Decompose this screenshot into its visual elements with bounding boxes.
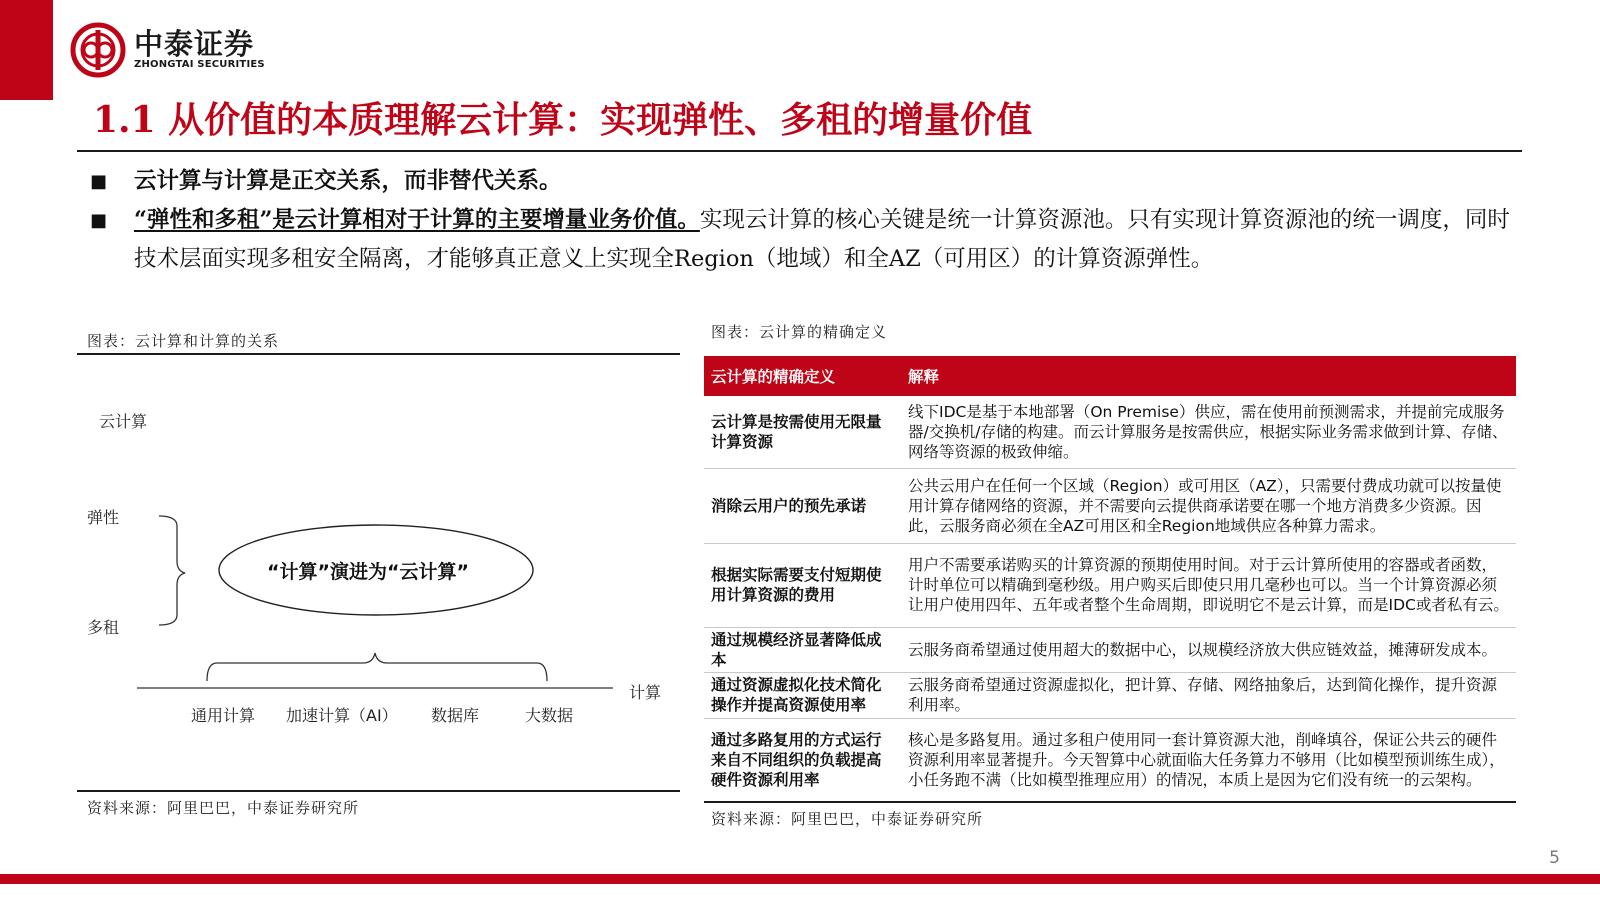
table-header-row	[704, 356, 1516, 396]
footer-red-bar	[0, 874, 1600, 884]
bullet-item-2	[90, 201, 1510, 279]
multitenant-label: 多租	[87, 618, 120, 637]
zhongtai-logo-icon	[70, 22, 126, 78]
title-divider	[77, 150, 1522, 152]
row-explanation: 用户不需要承诺购买的计算资源的预期使用时间。对于云计算所使用的容器或者函数，计时单位可以精确到毫秒级。用户购买后即使只用几毫秒也可以。当一个计算资源必须让用户使用四年、五年或者整个生命周期，即说明它不是云计算，而是IDC或者私有云。	[901, 543, 1516, 627]
square-bullet-icon: ■	[90, 210, 108, 231]
logo-name-cn: 中泰证券	[134, 27, 255, 61]
row-explanation: 公共云用户在任何一个区域（Region）或可用区（AZ），只需要付费成功就可以按量使用计算存储网络的资源，并不需要向云提供商承诺要在哪一个地方消费多少资源。因此，云服务商必须在全AZ可用区和全Region地域供应各种算力需求。	[901, 468, 1516, 543]
left-figure-top-rule	[77, 353, 680, 355]
bullet-1-text: 云计算与计算是正交关系，而非替代关系。	[134, 168, 562, 194]
bullet-2-emphasis: “弹性和多租”是云计算相对于计算的主要增量业务价值。	[134, 207, 700, 233]
x-item-database: 数据库	[431, 706, 480, 725]
brand-red-block	[0, 0, 53, 100]
ellipse-text: “计算”演进为“云计算”	[267, 561, 469, 583]
row-definition: 通过规模经济显著降低成本	[704, 627, 901, 672]
left-figure-source: 资料来源：阿里巴巴，中泰证券研究所	[87, 799, 360, 817]
x-item-accelerated-compute: 加速计算（AI）	[286, 706, 398, 725]
right-figure-source: 资料来源：阿里巴巴，中泰证券研究所	[711, 810, 984, 828]
right-figure-caption: 图表：云计算的精确定义	[711, 323, 888, 341]
x-item-general-compute: 通用计算	[191, 706, 256, 725]
table-row	[704, 718, 1516, 802]
logo-name-en: ZHONGTAI SECURITIES	[134, 59, 265, 70]
row-definition: 消除云用户的预先承诺	[704, 468, 901, 543]
row-explanation: 云服务商希望通过资源虚拟化，把计算、存储、网络抽象后，达到简化操作，提升资源利用率。	[901, 672, 1516, 718]
page-number: 5	[1549, 848, 1560, 868]
company-logo	[70, 22, 265, 78]
table-header-explanation: 解释	[901, 356, 1516, 396]
square-bullet-icon: ■	[90, 171, 108, 192]
y-axis-label: 云计算	[99, 412, 148, 431]
row-definition: 云计算是按需使用无限量计算资源	[704, 396, 901, 468]
table-row	[704, 543, 1516, 627]
row-explanation: 线下IDC是基于本地部署（On Premise）供应，需在使用前预测需求，并提前完成服务器/交换机/存储的构建。而云计算服务是按需供应，根据实际业务需求做到计算、存储、网络等资源的极致伸缩。	[901, 396, 1516, 468]
table-row	[704, 627, 1516, 672]
row-definition: 通过多路复用的方式运行来自不同组织的负载提高硬件资源利用率	[704, 718, 901, 802]
table-row	[704, 468, 1516, 543]
slide-title: 1.1 从价值的本质理解云计算：实现弹性、多租的增量价值	[93, 99, 1033, 141]
row-definition: 根据实际需要支付短期使用计算资源的费用	[704, 543, 901, 627]
table-row	[704, 672, 1516, 718]
left-figure-caption: 图表：云计算和计算的关系	[87, 332, 280, 350]
row-explanation: 核心是多路复用。通过多租户使用同一套计算资源大池，削峰填谷，保证公共云的硬件资源利用率显著提升。今天智算中心就面临大任务算力不够用（比如模型预训练生成），小任务跑不满（比如模型推理应用）的情况，本质上是因为它们没有统一的云架构。	[901, 718, 1516, 802]
cloud-compute-diagram	[77, 361, 691, 791]
definition-table	[704, 356, 1516, 803]
bullet-2-text: 实现云计算的核心关键是统一计算资源池。只有实现计算资源池的统一调度，同时技术层面实现多租安全隔离，才能够真正意义上实现全Region（地域）和全AZ（可用区）的计算资源弹性。	[134, 207, 1510, 272]
table-row	[704, 396, 1516, 468]
x-axis-label: 计算	[629, 683, 662, 702]
left-figure-bottom-rule	[77, 790, 680, 792]
row-explanation: 云服务商希望通过使用超大的数据中心，以规模经济放大供应链效益，摊薄研发成本。	[901, 627, 1516, 672]
table-header-definition: 云计算的精确定义	[704, 356, 901, 396]
bullet-item-1	[90, 162, 1510, 201]
bullet-list	[90, 162, 1510, 279]
row-definition: 通过资源虚拟化技术简化操作并提高资源使用率	[704, 672, 901, 718]
x-item-big-data: 大数据	[525, 706, 574, 725]
elasticity-label: 弹性	[87, 508, 120, 527]
